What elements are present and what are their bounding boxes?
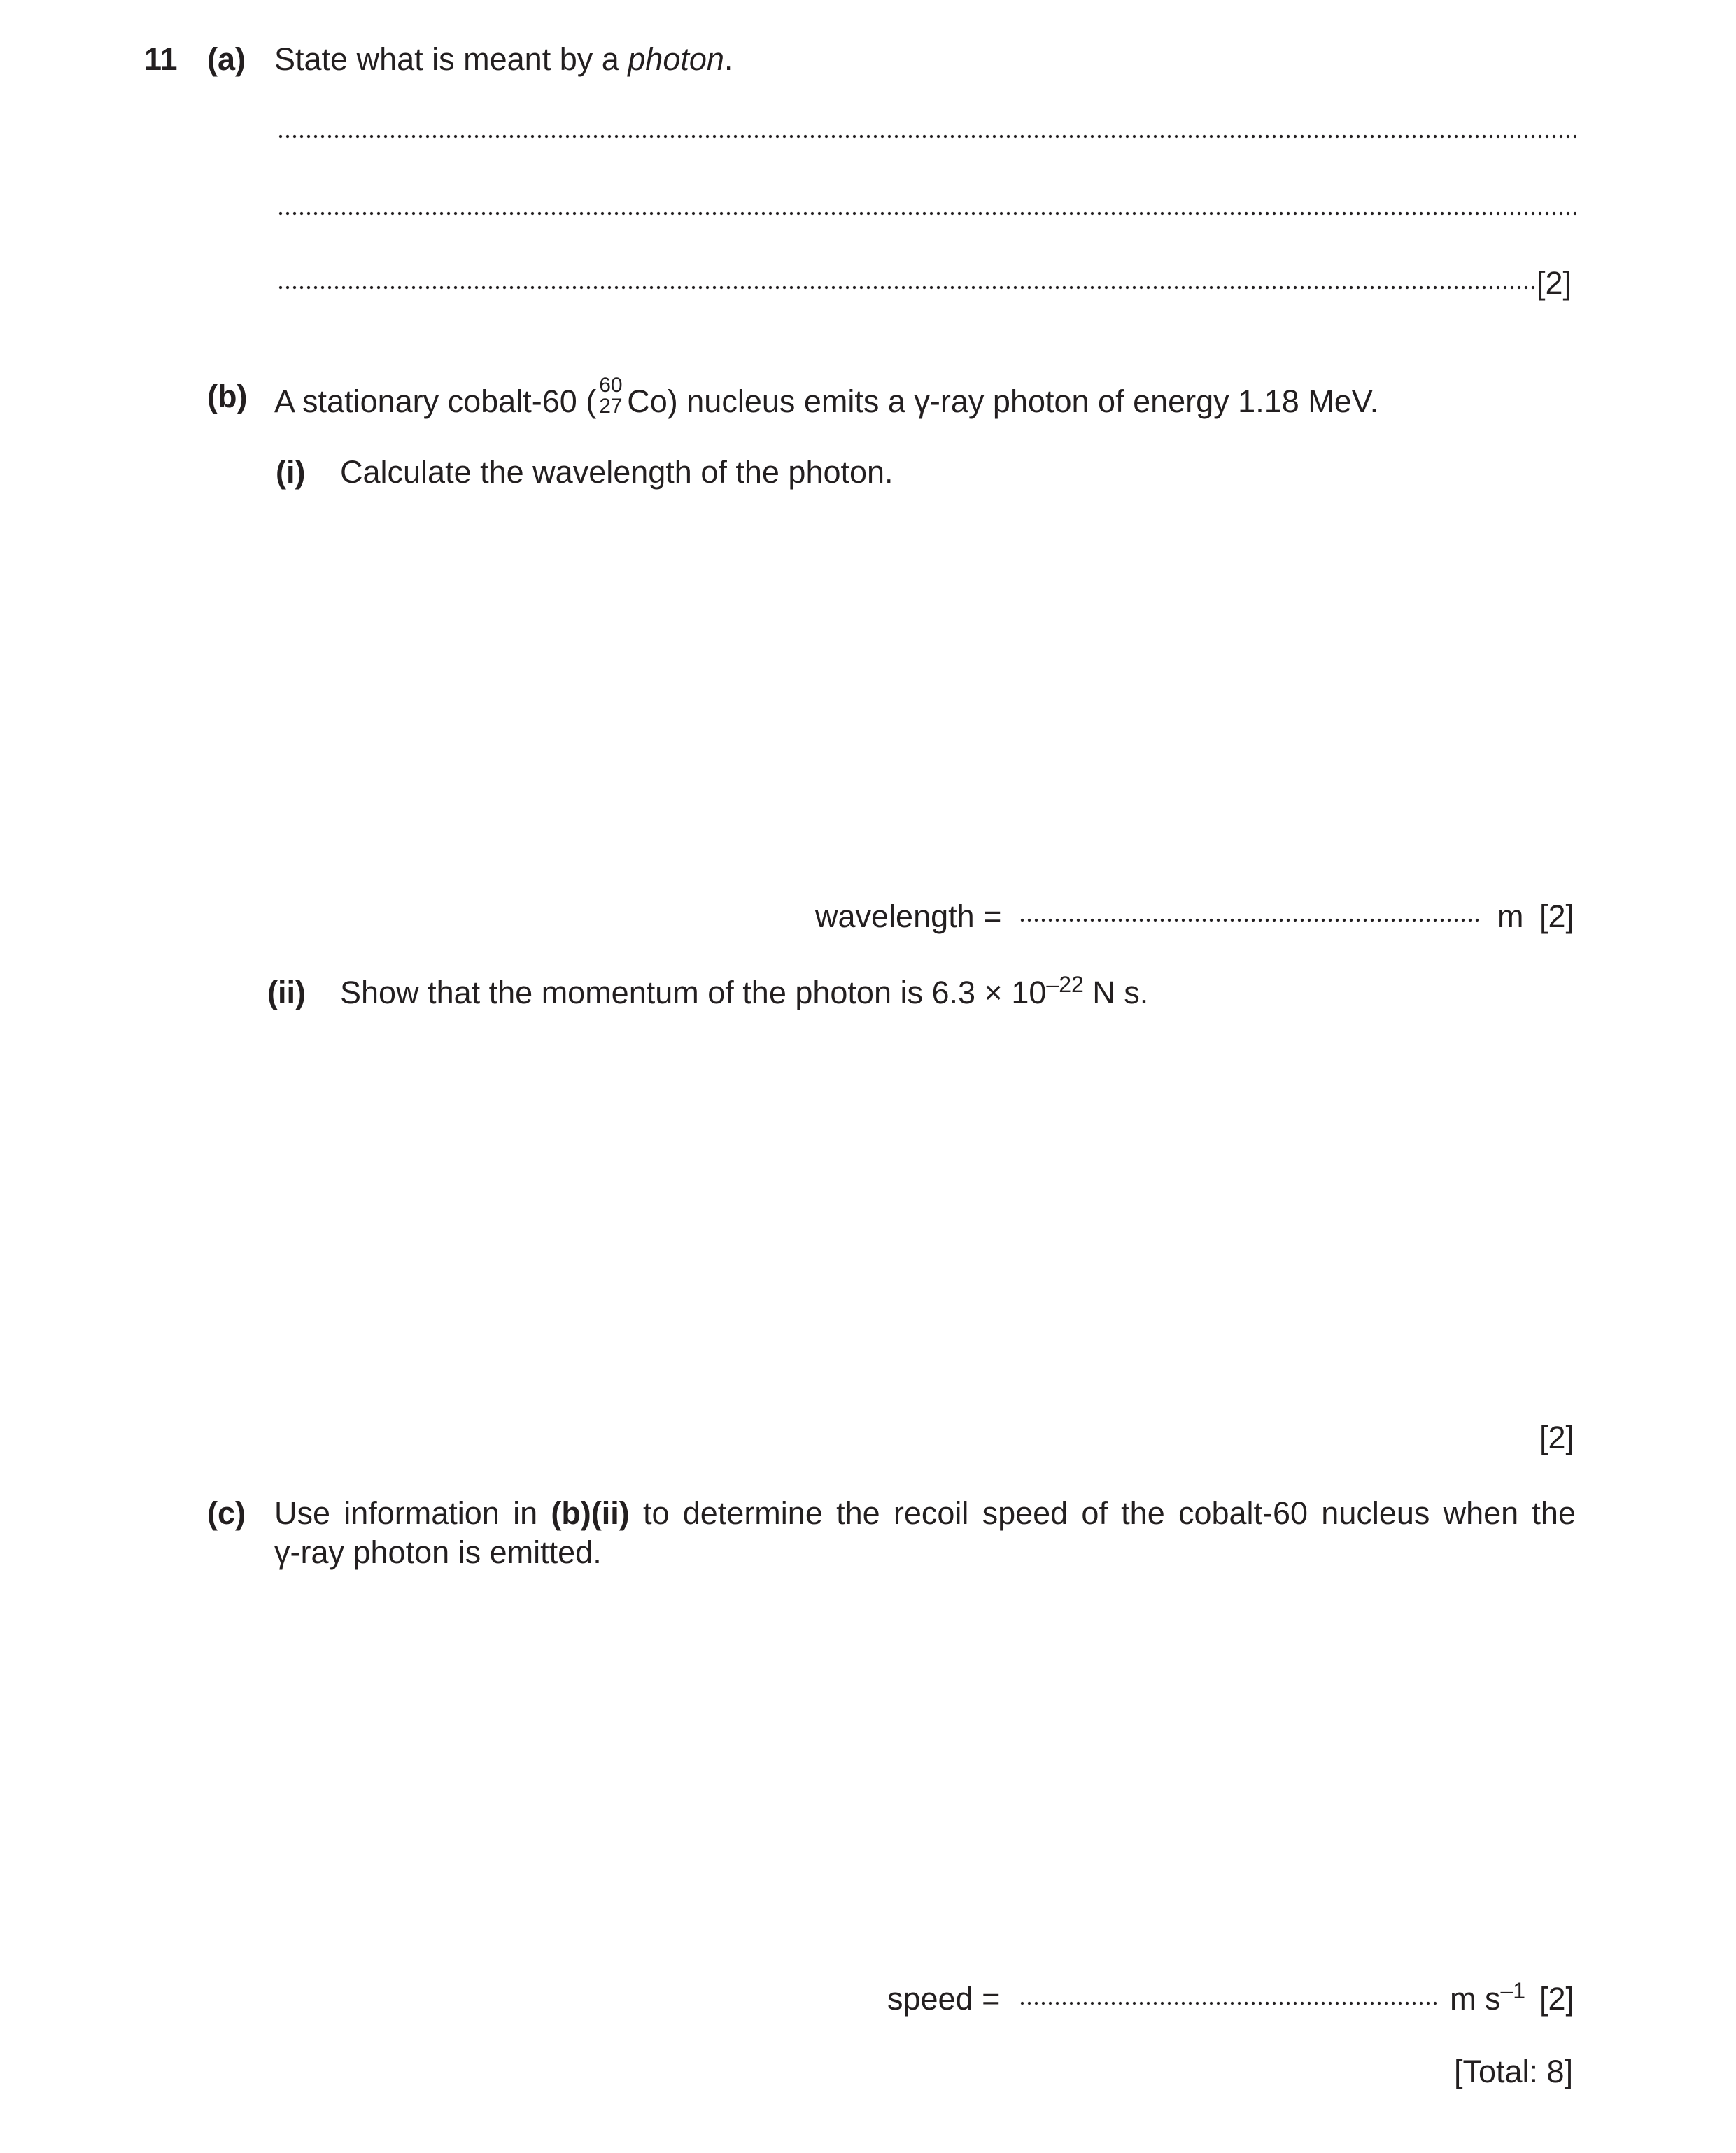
part-c-question-line1 — [274, 1497, 1576, 1529]
answer-line-a2[interactable] — [277, 211, 1576, 216]
total-marks: [Total: 8] — [1454, 2054, 1574, 2089]
speed-unit-exponent: –1 — [1500, 1978, 1526, 2003]
part-c-reference: (b)(ii) — [551, 1495, 630, 1531]
part-c-label: (c) — [207, 1495, 246, 1531]
part-a-label: (a) — [207, 41, 246, 77]
answer-line-a3[interactable] — [277, 285, 1537, 290]
part-b-ii-marks: [2] — [1539, 1420, 1575, 1455]
speed-answer-field[interactable] — [1019, 2001, 1439, 2005]
momentum-exponent: –22 — [1046, 972, 1084, 997]
part-b-ii-question — [340, 972, 1149, 1010]
part-c-marks: [2] — [1539, 1981, 1575, 2017]
part-b-ii-text: Show that the momentum of the photon is 6.3 × 10 — [340, 975, 1047, 1010]
part-c-text-suffix: to determine the recoil speed of the cobalt-60 nucleus when the — [629, 1495, 1576, 1531]
part-a-question — [274, 43, 733, 75]
speed-unit-base: m s — [1450, 1981, 1501, 2017]
wavelength-answer-label: wavelength = — [815, 898, 1002, 934]
part-a-text-suffix: . — [724, 41, 733, 77]
part-b-text-suffix: ) nucleus emits a γ-ray photon of energy 1.18 MeV. — [667, 383, 1379, 419]
wavelength-answer-field[interactable] — [1019, 918, 1481, 922]
part-b-label: (b) — [207, 379, 248, 414]
part-b-ii-label: (ii) — [267, 975, 306, 1010]
element-symbol: Co — [627, 383, 668, 419]
question-number: 11 — [144, 41, 178, 77]
cobalt-isotope-notation — [596, 374, 627, 418]
atomic-number: 27 — [599, 395, 623, 418]
part-a-italic-term: photon — [628, 41, 724, 77]
part-c-text: Use information in — [274, 1495, 551, 1531]
part-a-text: State what is meant by a — [274, 41, 628, 77]
mass-number: 60 — [599, 374, 623, 397]
part-b-ii-text-suffix: N s. — [1083, 975, 1149, 1010]
part-b-i-question: Calculate the wavelength of the photon. — [340, 454, 894, 490]
wavelength-unit: m — [1497, 898, 1524, 934]
part-b-i-marks: [2] — [1539, 898, 1575, 934]
part-c-question-line2: γ-ray photon is emitted. — [274, 1534, 602, 1570]
part-b-text: A stationary cobalt-60 ( — [274, 383, 597, 419]
answer-line-a1[interactable] — [277, 134, 1576, 139]
part-a-marks: [2] — [1537, 265, 1572, 301]
speed-unit — [1450, 1978, 1526, 2017]
part-b-i-label: (i) — [276, 454, 306, 490]
speed-answer-label: speed = — [887, 1981, 1001, 2017]
part-b-question — [274, 374, 1379, 419]
